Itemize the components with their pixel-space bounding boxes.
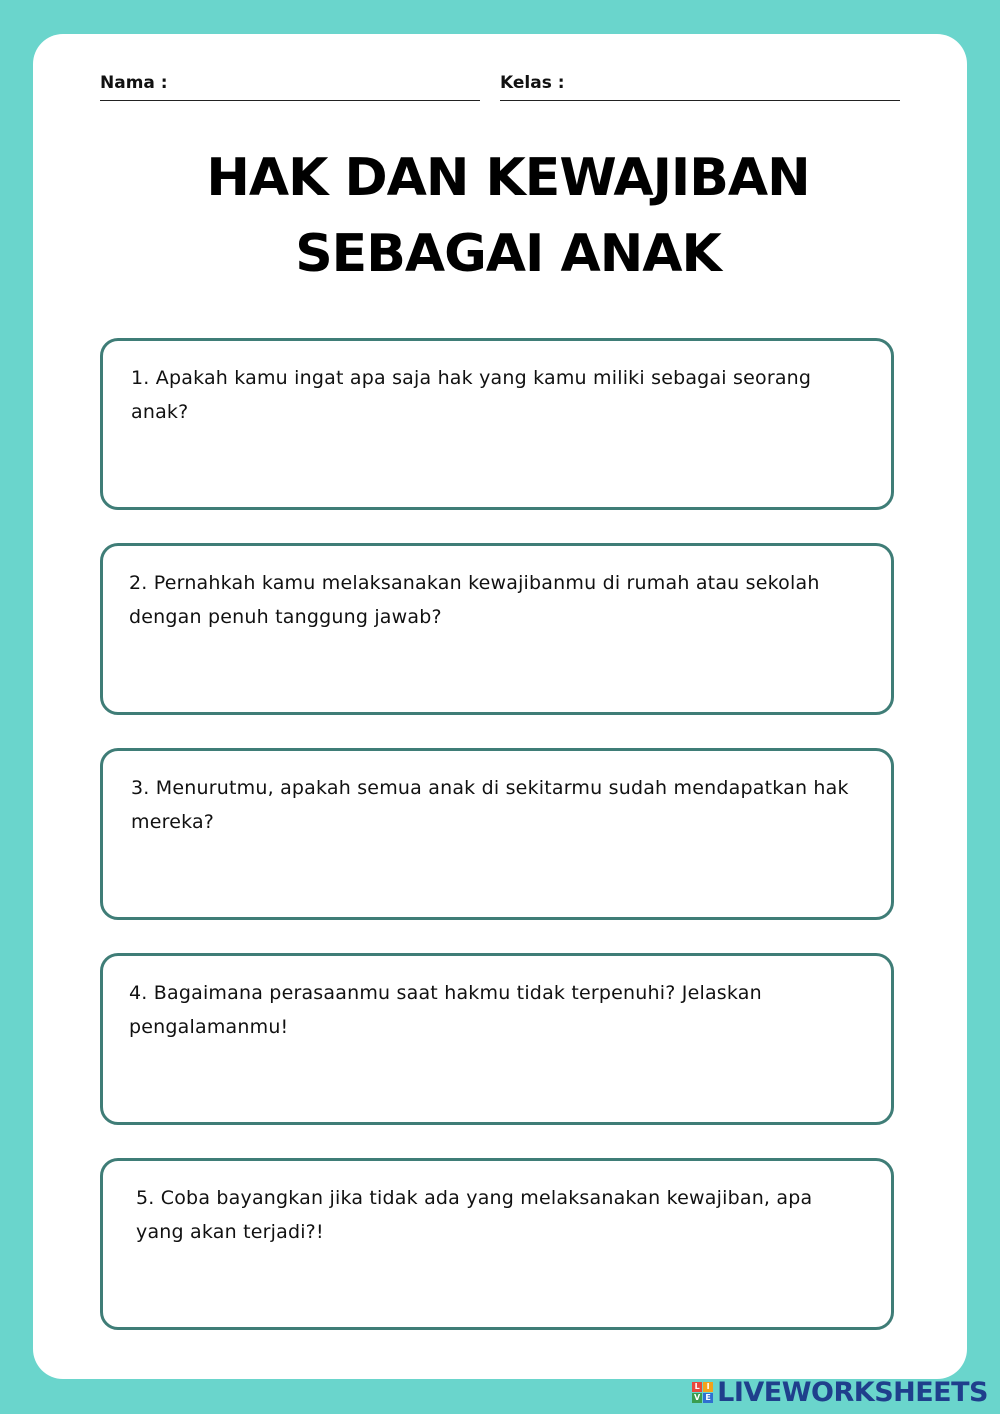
- question-box-2[interactable]: [100, 543, 894, 715]
- logo-letter: E: [703, 1393, 713, 1403]
- title-line-1: HAK DAN KEWAJIBAN: [206, 148, 810, 208]
- class-label: Kelas :: [500, 73, 565, 93]
- question-box-3[interactable]: [100, 748, 894, 920]
- brand-name: LIVEWORKSHEETS: [717, 1377, 988, 1408]
- name-label: Nama :: [100, 73, 168, 93]
- question-text: 4. Bagaimana perasaanmu saat hakmu tidak terpenuhi? Jelaskan pengalamanmu!: [129, 982, 762, 1038]
- question-text: 2. Pernahkah kamu melaksanakan kewajibanmu di rumah atau sekolah dengan penuh tanggung jawab?: [129, 572, 820, 628]
- liveworksheets-logo: [692, 1377, 988, 1408]
- title-line-2: SEBAGAI ANAK: [295, 224, 721, 284]
- question-box-4[interactable]: [100, 953, 894, 1125]
- name-field[interactable]: [100, 72, 480, 101]
- page-title: [100, 140, 916, 292]
- question-text: 3. Menurutmu, apakah semua anak di sekitarmu sudah mendapatkan hak mereka?: [131, 777, 849, 833]
- class-field[interactable]: [500, 72, 900, 101]
- question-box-1[interactable]: [100, 338, 894, 510]
- question-text: 1. Apakah kamu ingat apa saja hak yang kamu miliki sebagai seorang anak?: [131, 367, 812, 423]
- logo-letter: I: [703, 1382, 713, 1392]
- logo-letter: L: [692, 1382, 702, 1392]
- question-box-5[interactable]: [100, 1158, 894, 1330]
- liveworksheets-logo-icon: [692, 1382, 713, 1403]
- logo-letter: V: [694, 1393, 701, 1402]
- question-text: 5. Coba bayangkan jika tidak ada yang melaksanakan kewajiban, apa yang akan terjadi?!: [136, 1187, 813, 1243]
